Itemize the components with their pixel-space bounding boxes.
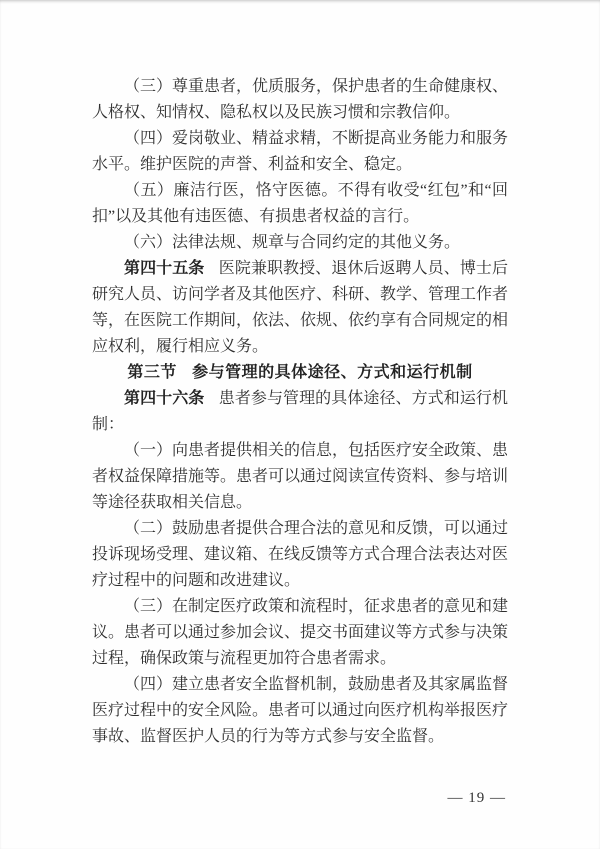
body-paragraph: （五）廉洁行医，恪守医德。不得有收受“红包”和“回扣”以及其他有违医德、有损患者权益的言行。 <box>92 182 508 225</box>
body-paragraph: （三）尊重患者，优质服务，保护患者的生命健康权、人格权、知情权、隐私权以及民族习惯和宗教信仰。 <box>92 78 509 121</box>
section-heading <box>92 360 508 386</box>
body-paragraph: （六）法律法规、规章与合同约定的其他义务。 <box>124 234 461 251</box>
paragraph-text: 医院兼职教授、退休后返聘人员、博士后研究人员、访问学者及其他医疗、科研、教学、管理工作者等，在医院工作期间，依法、依规、依约享有合同规定的相应权利，履行相应义务。 <box>92 260 509 355</box>
body-paragraph: （二）鼓励患者提供合理合法的意见和反馈，可以通过投诉现场受理、建议箱、在线反馈等方式合理合法表达对医疗过程中的问题和改进建议。 <box>92 520 509 589</box>
article-paragraph <box>92 256 508 360</box>
body-paragraph: （一）向患者提供相关的信息，包括医疗安全政策、患者权益保障措施等。患者可以通过阅读宣传资料、参与培训等途径获取相关信息。 <box>92 442 509 511</box>
page-number: — 19 — <box>447 790 506 806</box>
paragraph-text: 参与管理的具体途径、方式和运行机制 <box>192 364 473 381</box>
article-number: 第四十五条 <box>124 260 205 277</box>
section-number: 第三节 <box>127 364 177 381</box>
body-paragraph: （三）在制定医疗政策和流程时，征求患者的意见和建议。患者可以通过参加会议、提交书面建议等方式参与决策过程，确保政策与流程更加符合患者需求。 <box>92 598 509 667</box>
article-number: 第四十六条 <box>124 390 205 407</box>
article-paragraph <box>92 386 508 438</box>
document-body <box>92 74 508 750</box>
paragraph-text: 患者参与管理的具体途径、方式和运行机制： <box>92 390 508 433</box>
body-paragraph: （四）爱岗敬业、精益求精，不断提高业务能力和服务水平。维护医院的声誉、利益和安全、稳定。 <box>92 130 509 173</box>
body-paragraph: （四）建立患者安全监督机制，鼓励患者及其家属监督医疗过程中的安全风险。患者可以通过向医疗机构举报医疗事故、监督医护人员的行为等方式参与安全监督。 <box>92 676 509 745</box>
